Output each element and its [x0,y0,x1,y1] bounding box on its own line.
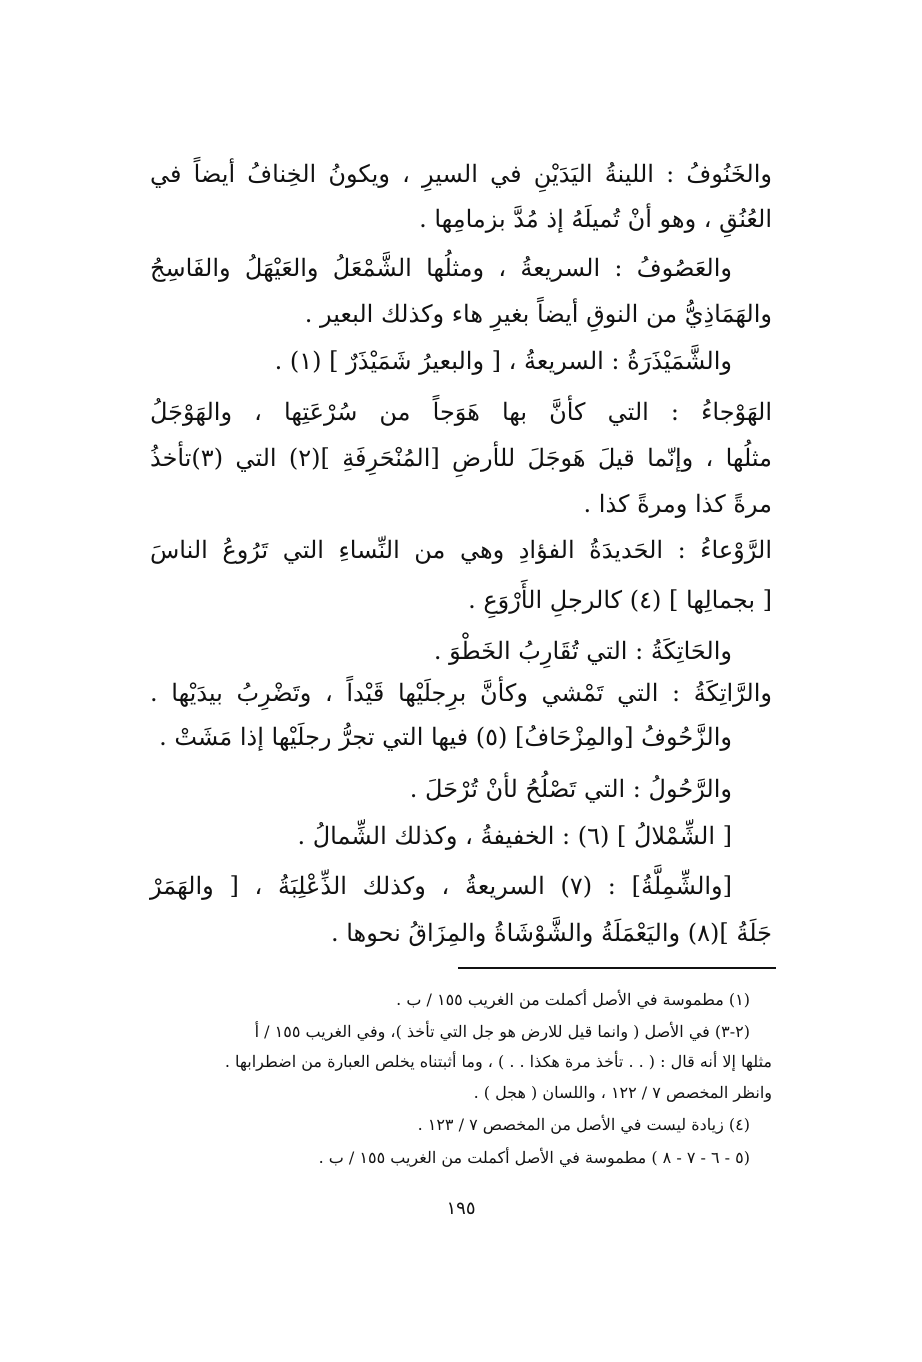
page-number: ١٩٥ [446,1198,476,1219]
text-line: العُنُقِ ، وهو أنْ تُميلَهُ إذ مُدَّ بزمامِها . [419,205,772,233]
text-line: مرةً كذا ومرةً كذا . [583,490,772,518]
text-line: والخَنُوفُ : اللينةُ اليَدَيْنِ في السيرِ ، ويكونُ الخِنافُ أيضاً في [150,160,772,188]
text-line: والرَّحُولُ : التي تَصْلُحُ لأنْ تُرْحَلَ . [409,775,732,803]
text-line: [ بجمالِها ] (٤) كالرجلِ الأَرْوَعِ . [468,586,772,614]
text-line: جَلَةُ ](٨) واليَعْمَلَةُ والشَّوْشَاةُ والمِزَاقُ نحوها . [330,919,772,947]
text-line: والرَّاتِكَةُ : التي تَمْشي وكأنَّ برِجلَيْها قَيْداً ، وتَضْرِبُ بيدَيْها . [150,679,772,707]
text-line: [والشِّمِلَّةُ] : (٧) السريعةُ ، وكذلك الذِّعْلِبَةُ ، [ والهَمَرْ [150,872,733,900]
text-line: مثلُها ، وإنّما قيلَ هَوجَلَ للأرضِ [المُنْحَرِفَةِ ](٢) التي (٣)تأخذُ [150,444,772,472]
text-line: والشَّمَيْذَرَةُ : السريعةُ ، [ والبعيرُ شَمَيْذَرٌ ] (١) . [274,347,732,375]
text-line: والهَمَاذِيُّ من النوقِ أيضاً بغيرِ هاء وكذلك البعير . [304,300,772,328]
footnote-line: (٢-٣) في الأصل ( وانما قيل للارض هو جل التي تأخذ )، وفي الغريب ١٥٥ / أ [254,1022,750,1041]
text-line: الرَّوْعاءُ : الحَديدَةُ الفؤادِ وهي من النِّساءِ التي تَرُوعُ الناسَ [150,536,772,564]
text-line: والعَصُوفُ : السريعةُ ، ومثلُها الشَّمْعَلُ والعَيْهَلُ والفَاسِجُ [150,254,732,282]
footnote-divider [458,967,776,969]
text-line: والحَاتِكَةُ : التي تُقَارِبُ الخَطْوَ . [433,637,732,665]
footnote-line: (٥ - ٦ - ٧ - ٨ ) مطموسة في الأصل أكملت من الغريب ١٥٥ / ب . [318,1148,750,1167]
footnote-line: (٤) زيادة ليست في الأصل من المخصص ٧ / ١٢٣ . [417,1115,750,1134]
text-line: والزَّحُوفُ [والمِزْحَافُ] (٥) فيها التي تجرُّ رجلَيْها إذا مَشَتْ . [159,723,732,751]
footnote-line: مثلها إلا أنه قال : ( . . تأخذ مرة هكذا . . ) ، وما أثبتناه يخلص العبارة من اضطرابها . [224,1052,772,1071]
text-line: الهَوْجاءُ : التي كأنَّ بها هَوَجاً من سُرْعَتِها ، والهَوْجَلُ [150,398,772,426]
footnote-line: وانظر المخصص ٧ / ١٢٢ ، واللسان ( هجل ) . [473,1083,772,1102]
footnote-line: (١) مطموسة في الأصل أكملت من الغريب ١٥٥ / ب . [396,990,750,1009]
text-line: [ الشِّمْلالُ ] (٦) : الخفيفةُ ، وكذلك الشِّمالُ . [297,822,732,850]
